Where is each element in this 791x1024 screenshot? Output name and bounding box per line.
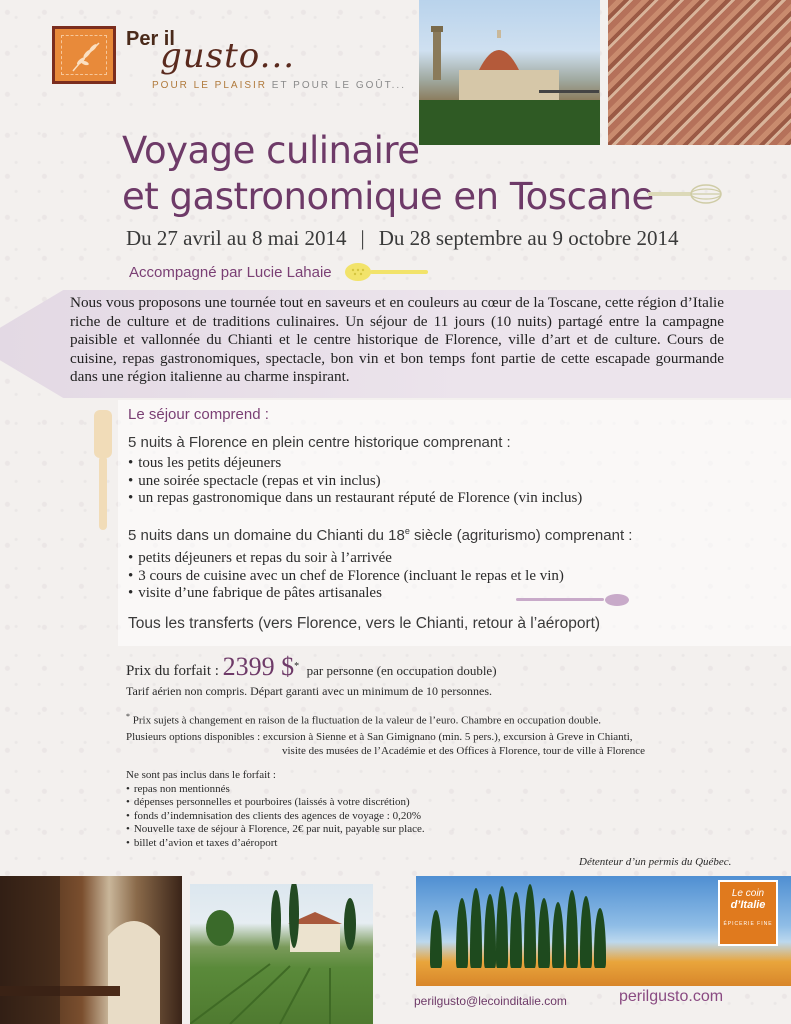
le-coin-ditalie-logo: Le coin d’Italie ÉPICERIE FINE — [718, 880, 778, 946]
chianti-list — [128, 550, 748, 603]
logo-mark — [52, 26, 116, 84]
list-item: • Nouvelle taxe de séjour à Florence, 2€ par nuit, payable sur place. — [126, 823, 626, 837]
whisk-icon — [648, 180, 722, 208]
list-item: • un repas gastronomique dans un restaurant réputé de Florence (vin inclus) — [128, 490, 728, 508]
brand-script: gusto... — [160, 36, 296, 76]
olive-branch-icon — [69, 39, 103, 75]
guide-line: Accompagné par Lucie Lahaie — [129, 264, 332, 281]
price-line: Prix du forfait : 2399 $* par personne (en occupation double) — [126, 652, 497, 681]
florence-title: 5 nuits à Florence en plein centre historique comprenant : — [128, 434, 511, 451]
chianti-villa-photo — [190, 884, 373, 1024]
list-item: • petits déjeuners et repas du soir à l’arrivée — [128, 550, 748, 568]
list-item: • visite d’une fabrique de pâtes artisanales — [128, 585, 748, 603]
florence-duomo-photo — [419, 0, 600, 145]
list-item: • dépenses personnelles et pourboires (laissés à votre discrétion) — [126, 796, 626, 810]
florence-list — [128, 455, 728, 508]
price-note: Tarif aérien non compris. Départ garanti avec un minimum de 10 personnes. — [126, 684, 493, 698]
program-heading: Le séjour comprend : — [128, 406, 269, 423]
list-item: • tous les petits déjeuners — [128, 455, 728, 473]
not-included: Ne sont pas inclus dans le forfait : • repas non mentionnés • dépenses personnelles et pourboires (laissés à votre discrétion) • fonds d’indemnisation des clients des agences de voyage : 0,20% • Nouvelle taxe de séjour à Florence, 2€ par nuit, payable sur place. • billet d’avion et taxes d’aéroport — [126, 769, 626, 850]
spoon-icon — [516, 592, 630, 608]
options-line-1: Plusieurs options disponibles : excursion à Sienne et à San Gimignano (min. 5 pers.), excursion à Greve in Chianti, — [126, 731, 633, 743]
list-item: • une soirée spectacle (repas et vin inclus) — [128, 473, 728, 491]
options-line-2: visite des musées de l’Académie et des Offices à Florence, tour de ville à Florence — [282, 745, 645, 757]
slotted-spoon-icon — [344, 261, 432, 283]
brand-name: Per il — [126, 28, 175, 50]
intro-paragraph: Nous vous proposons une tournée tout en saveurs et en couleurs au cœur de la Toscane, cette région d’Italie riche de culture et de traditions culinaires. Un séjour de 11 jours (10 nuits) partagé entre la campagne paisible et vallonnée du Chianti et le centre historique de Florence, ville d’art et de culture. Cours de cuisine, repas gastronomiques, spectacle, bon vin et bon temps font partie de cette escapade gourmande dans une région italienne au charme inspirant. — [70, 294, 724, 385]
wine-cellar-photo — [0, 876, 182, 1024]
chianti-title: 5 nuits dans un domaine du Chianti du 18e siècle (agriturismo) comprenant : — [128, 526, 633, 544]
list-item: • repas non mentionnés — [126, 783, 626, 797]
transfers-line: Tous les transferts (vers Florence, vers le Chianti, retour à l’aéroport) — [128, 615, 601, 632]
footnote: * Prix sujets à changement en raison de la fluctuation de la valeur de l’euro. Chambre en occupation double. — [126, 712, 602, 727]
florence-rooftops-photo — [608, 0, 791, 145]
florence-section — [128, 434, 728, 508]
list-item: • billet d’avion et taxes d’aéroport — [126, 837, 626, 851]
price-amount: 2399 $ — [222, 652, 295, 681]
trip-dates: Du 27 avril au 8 mai 2014 | Du 28 septembre au 9 octobre 2014 — [126, 226, 679, 250]
list-item: • fonds d’indemnisation des clients des agences de voyage : 0,20% — [126, 810, 626, 824]
permit-note: Détenteur d’un permis du Québec. — [579, 856, 732, 868]
website-link[interactable]: perilgusto.com — [619, 988, 724, 1005]
brand-tagline: POUR LE PLAISIR ET POUR LE GOÛT... — [152, 80, 406, 91]
chianti-section — [128, 526, 748, 603]
list-item: • 3 cours de cuisine avec un chef de Florence (incluant le repas et le vin) — [128, 568, 748, 586]
contact-email[interactable]: perilgusto@lecoinditalie.com — [414, 994, 567, 1008]
page-title: Voyage culinaire et gastronomique en Toscane — [122, 129, 654, 218]
wooden-spatula-icon — [92, 410, 114, 532]
